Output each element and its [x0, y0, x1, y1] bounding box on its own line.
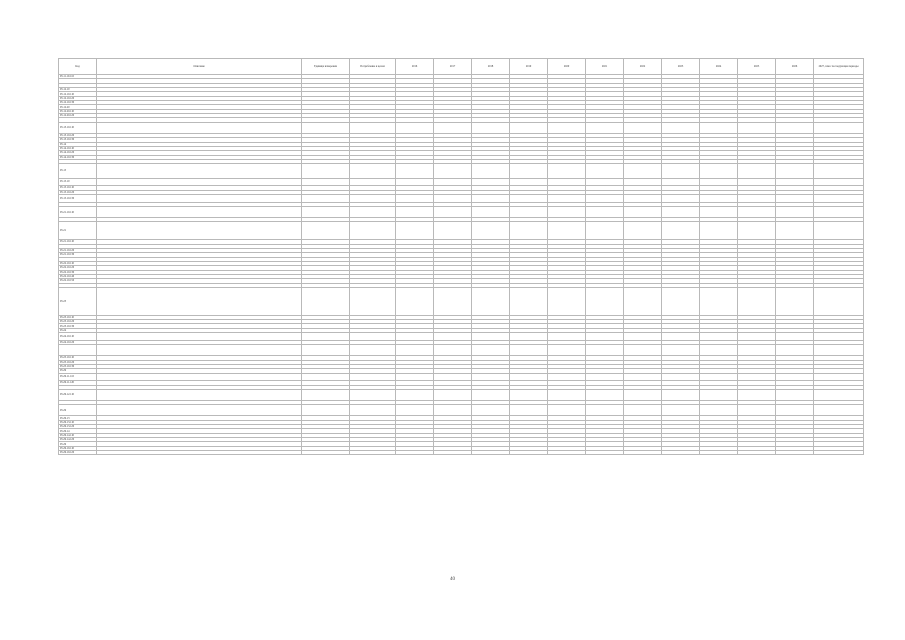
row-value [510, 405, 548, 416]
column-header: 2016 [396, 59, 434, 75]
row-value [814, 451, 864, 455]
row-code: 95.29.14.120 [59, 438, 97, 442]
row-value [396, 164, 434, 178]
row-code: 95.15.10.130 [59, 195, 97, 203]
row-code: 95.11.10.110 [59, 75, 97, 79]
row-value [434, 389, 472, 400]
row-value [814, 373, 864, 381]
row-value [302, 195, 350, 203]
row-value [302, 451, 350, 455]
row-value [586, 122, 624, 133]
row-value [396, 373, 434, 381]
row-value [510, 164, 548, 178]
row-value [510, 373, 548, 381]
row-value [624, 164, 662, 178]
row-value [662, 178, 700, 186]
row-value [350, 333, 396, 341]
row-value [624, 178, 662, 186]
row-code: 95.23.10.120 [59, 320, 97, 324]
row-description [97, 345, 302, 356]
row-code: 95.23.10.130 [59, 324, 97, 328]
column-header: 2021 [586, 59, 624, 75]
row-code [59, 345, 97, 356]
row-code: 95.29.11.120 [59, 381, 97, 385]
column-header: 2017 [434, 59, 472, 75]
row-value [472, 122, 510, 133]
row-value [776, 451, 814, 455]
row-code: 95.24 [59, 328, 97, 332]
row-value [662, 207, 700, 218]
row-value [776, 333, 814, 341]
row-code: 95.12.20.120 [59, 114, 97, 118]
row-value [586, 333, 624, 341]
table-row [59, 405, 864, 416]
row-value [586, 451, 624, 455]
row-value [776, 207, 814, 218]
row-value [586, 178, 624, 186]
row-value [302, 122, 350, 133]
row-value [738, 405, 776, 416]
column-header: 2020 [548, 59, 586, 75]
row-value [350, 389, 396, 400]
row-value [662, 164, 700, 178]
column-header: Единица измерения [302, 59, 350, 75]
row-value [662, 345, 700, 356]
row-value [302, 287, 350, 315]
row-code: 95.21.10.110 [59, 240, 97, 244]
row-code: 95.12.10.130 [59, 101, 97, 105]
row-value [624, 373, 662, 381]
column-header: 2025 [738, 59, 776, 75]
row-value [548, 164, 586, 178]
row-value [302, 405, 350, 416]
row-value [396, 451, 434, 455]
row-code: 95.24.10.120 [59, 340, 97, 344]
row-value [814, 222, 864, 240]
row-code: 95.15.10 [59, 178, 97, 186]
row-value [776, 164, 814, 178]
row-description [97, 373, 302, 381]
row-code: 95.15.10.110 [59, 186, 97, 190]
row-value [472, 195, 510, 203]
row-value [350, 164, 396, 178]
row-description [97, 222, 302, 240]
row-description [97, 207, 302, 218]
row-value [700, 178, 738, 186]
row-value [472, 164, 510, 178]
row-code: 95.24.10.110 [59, 333, 97, 341]
table-row [59, 122, 864, 133]
row-value [302, 389, 350, 400]
row-code: 95.12.10 [59, 88, 97, 92]
row-value [510, 389, 548, 400]
row-value [434, 333, 472, 341]
row-value [776, 222, 814, 240]
table-row [59, 164, 864, 178]
row-value [814, 345, 864, 356]
column-header: 2023 [662, 59, 700, 75]
row-value [396, 195, 434, 203]
row-value [548, 222, 586, 240]
row-code: 95.29.13.120 [59, 425, 97, 429]
row-value [700, 389, 738, 400]
row-value [396, 333, 434, 341]
row-value [624, 405, 662, 416]
row-description [97, 122, 302, 133]
row-value [814, 164, 864, 178]
row-value [302, 373, 350, 381]
row-value [700, 287, 738, 315]
row-value [434, 164, 472, 178]
row-value [624, 451, 662, 455]
row-code: 95.21.10.120 [59, 248, 97, 252]
row-value [738, 207, 776, 218]
row-value [510, 195, 548, 203]
row-value [350, 122, 396, 133]
row-value [814, 287, 864, 315]
row-description [97, 451, 302, 455]
row-value [624, 345, 662, 356]
row-code: 95.29.12.110 [59, 389, 97, 400]
row-value [434, 222, 472, 240]
row-value [776, 389, 814, 400]
table-row [59, 222, 864, 240]
row-value [434, 405, 472, 416]
row-value [700, 373, 738, 381]
row-value [548, 345, 586, 356]
row-code: 95.29.19.120 [59, 451, 97, 455]
row-code: 95.29.14 [59, 429, 97, 433]
row-value [302, 345, 350, 356]
row-value [814, 333, 864, 341]
row-value [472, 451, 510, 455]
row-value [624, 122, 662, 133]
row-value [700, 451, 738, 455]
table-body [59, 75, 864, 455]
row-value [776, 405, 814, 416]
row-value [548, 287, 586, 315]
row-value [350, 451, 396, 455]
row-value [548, 122, 586, 133]
row-value [548, 207, 586, 218]
row-value [548, 405, 586, 416]
row-value [472, 207, 510, 218]
row-code: 95.14.10.130 [59, 155, 97, 159]
row-value [350, 178, 396, 186]
row-value [548, 373, 586, 381]
row-description [97, 389, 302, 400]
row-value [662, 287, 700, 315]
row-code: 95.29 [59, 442, 97, 446]
row-value [738, 333, 776, 341]
row-value [814, 405, 864, 416]
row-value [396, 345, 434, 356]
row-value [624, 222, 662, 240]
row-value [396, 389, 434, 400]
row-value [350, 405, 396, 416]
row-code: 95.22.10.150 [59, 279, 97, 283]
row-value [700, 122, 738, 133]
row-code: 95.29.14.110 [59, 433, 97, 437]
column-header: 2022 [624, 59, 662, 75]
row-value [472, 222, 510, 240]
page-number: 40 [450, 577, 455, 582]
row-value [510, 207, 548, 218]
table-row [59, 345, 864, 356]
row-value [662, 122, 700, 133]
row-value [510, 287, 548, 315]
row-code: 95.12.10.120 [59, 96, 97, 100]
row-value [662, 389, 700, 400]
column-header: Код [59, 59, 97, 75]
row-code: 95.29.13.110 [59, 420, 97, 424]
row-description [97, 333, 302, 341]
row-value [586, 164, 624, 178]
row-code: 95.29.13 [59, 416, 97, 420]
row-value [434, 178, 472, 186]
row-value [302, 178, 350, 186]
row-code: 95.22.10.130 [59, 270, 97, 274]
row-code: 95.14.10.110 [59, 146, 97, 150]
document-sheet [58, 58, 859, 455]
row-description [97, 178, 302, 186]
row-code: 95.12.20.110 [59, 109, 97, 113]
row-value [434, 345, 472, 356]
row-value [302, 207, 350, 218]
row-value [350, 222, 396, 240]
row-code: 95.15.10.120 [59, 190, 97, 194]
row-value [434, 451, 472, 455]
row-description [97, 195, 302, 203]
row-value [624, 195, 662, 203]
row-value [738, 122, 776, 133]
table-row [59, 373, 864, 381]
row-code: 95.21.10.130 [59, 253, 97, 257]
row-value [586, 345, 624, 356]
row-code: 95.21 [59, 222, 97, 240]
row-value [624, 333, 662, 341]
row-value [776, 195, 814, 203]
row-value [434, 287, 472, 315]
row-value [586, 287, 624, 315]
row-value [700, 195, 738, 203]
row-value [472, 405, 510, 416]
column-header: Потребление в целом [350, 59, 396, 75]
row-code: 95.23 [59, 287, 97, 315]
row-code: 95.25.10.120 [59, 360, 97, 364]
column-header: 2024 [700, 59, 738, 75]
row-value [662, 333, 700, 341]
row-value [302, 333, 350, 341]
row-value [472, 373, 510, 381]
row-description [97, 164, 302, 178]
row-value [350, 287, 396, 315]
column-header: 2027, плюс последующие периоды [814, 59, 864, 75]
row-value [434, 207, 472, 218]
row-value [396, 222, 434, 240]
row-value [738, 222, 776, 240]
row-value [548, 195, 586, 203]
row-value [738, 287, 776, 315]
table-row [59, 451, 864, 455]
column-header: 2018 [472, 59, 510, 75]
row-value [700, 222, 738, 240]
row-value [302, 164, 350, 178]
row-value [662, 451, 700, 455]
row-value [510, 222, 548, 240]
row-value [472, 178, 510, 186]
row-code: 95.29.11.110 [59, 373, 97, 381]
row-value [700, 405, 738, 416]
row-value [738, 345, 776, 356]
table-header-row [59, 59, 864, 75]
row-value [586, 207, 624, 218]
row-value [350, 373, 396, 381]
table-row [59, 178, 864, 186]
row-value [776, 122, 814, 133]
row-code: 95.12.20 [59, 105, 97, 109]
row-value [586, 222, 624, 240]
row-value [814, 195, 864, 203]
row-value [350, 207, 396, 218]
table-row [59, 195, 864, 203]
row-value [510, 178, 548, 186]
row-value [472, 389, 510, 400]
row-description [97, 287, 302, 315]
data-table [58, 58, 864, 455]
table-row [59, 287, 864, 315]
row-value [586, 195, 624, 203]
row-value [472, 333, 510, 341]
row-code: 95.15 [59, 164, 97, 178]
row-value [350, 345, 396, 356]
row-value [510, 122, 548, 133]
table-row [59, 389, 864, 400]
row-value [662, 195, 700, 203]
row-value [302, 222, 350, 240]
table-row [59, 333, 864, 341]
row-value [472, 287, 510, 315]
row-code: 95.22.10.110 [59, 261, 97, 265]
table-row [59, 207, 864, 218]
row-code: 95.29.19.110 [59, 446, 97, 450]
row-code: 95.22.10.140 [59, 274, 97, 278]
row-value [700, 207, 738, 218]
row-value [814, 122, 864, 133]
row-value [814, 389, 864, 400]
row-value [662, 373, 700, 381]
row-code: 95.29 [59, 369, 97, 373]
row-value [738, 195, 776, 203]
row-value [548, 389, 586, 400]
row-value [738, 373, 776, 381]
column-header: 2019 [510, 59, 548, 75]
row-value [624, 389, 662, 400]
row-value [396, 178, 434, 186]
row-code: 95.13.10.110 [59, 122, 97, 133]
row-value [662, 405, 700, 416]
row-code: 95.13.10.130 [59, 138, 97, 142]
row-value [738, 451, 776, 455]
row-value [396, 122, 434, 133]
row-code: 95.22.10.120 [59, 266, 97, 270]
row-value [814, 207, 864, 218]
row-code: 95.25.10.130 [59, 364, 97, 368]
row-description [97, 405, 302, 416]
row-value [700, 333, 738, 341]
row-code: 95.25.10.110 [59, 356, 97, 360]
row-value [396, 405, 434, 416]
row-value [738, 164, 776, 178]
row-value [700, 164, 738, 178]
row-value [586, 373, 624, 381]
row-value [510, 345, 548, 356]
row-value [624, 287, 662, 315]
row-value [548, 178, 586, 186]
row-value [586, 389, 624, 400]
row-value [738, 178, 776, 186]
row-value [434, 195, 472, 203]
row-value [548, 451, 586, 455]
row-value [434, 373, 472, 381]
row-value [350, 195, 396, 203]
row-value [776, 178, 814, 186]
row-value [700, 345, 738, 356]
column-header: 2026 [776, 59, 814, 75]
row-value [548, 333, 586, 341]
row-value [396, 287, 434, 315]
row-code: 95.14 [59, 142, 97, 146]
row-value [510, 451, 548, 455]
row-code: 95.12.10.110 [59, 92, 97, 96]
row-value [776, 287, 814, 315]
row-value [396, 207, 434, 218]
row-value [662, 222, 700, 240]
row-code: 95.21.10.110 [59, 207, 97, 218]
column-header: Описание [97, 59, 302, 75]
row-value [586, 405, 624, 416]
row-code: 95.29 [59, 405, 97, 416]
row-code: 95.14.10.120 [59, 151, 97, 155]
row-value [434, 122, 472, 133]
row-value [776, 373, 814, 381]
row-value [472, 345, 510, 356]
row-value [776, 345, 814, 356]
row-value [814, 178, 864, 186]
row-code: 95.13.10.120 [59, 133, 97, 137]
row-value [624, 207, 662, 218]
row-value [510, 333, 548, 341]
row-value [738, 389, 776, 400]
row-code: 95.23.10.110 [59, 315, 97, 319]
